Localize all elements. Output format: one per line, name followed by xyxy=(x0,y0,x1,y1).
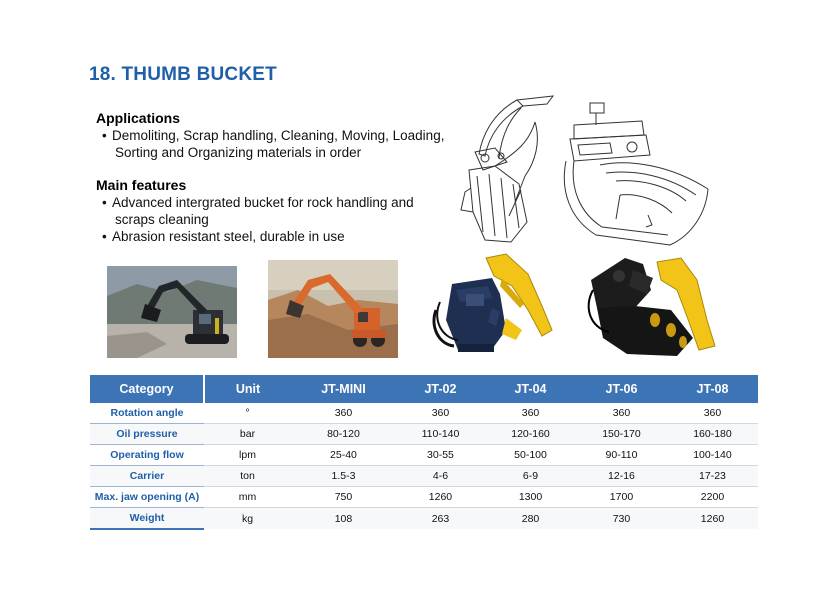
features-item-line1: Abrasion resistant steel, durable in use xyxy=(112,229,345,244)
column-header-jt-04: JT-04 xyxy=(485,375,576,403)
features-item: • Advanced intergrated bucket for rock handling and scraps cleaning xyxy=(102,194,452,228)
table-cell: 80-120 xyxy=(291,424,396,445)
table-cell: 280 xyxy=(485,508,576,530)
table-cell: 750 xyxy=(291,487,396,508)
excavator-photo-demolition xyxy=(107,266,237,358)
table-row xyxy=(90,466,758,487)
page-title: 18. THUMB BUCKET xyxy=(89,64,277,85)
table-row xyxy=(90,487,758,508)
table-cell: 120-160 xyxy=(485,424,576,445)
table-cell: 263 xyxy=(396,508,485,530)
table-cell: kg xyxy=(204,508,291,530)
table-cell: 30-55 xyxy=(396,445,485,466)
table-cell: 160-180 xyxy=(667,424,758,445)
column-header-jt-06: JT-06 xyxy=(576,375,667,403)
features-item-line2: scraps cleaning xyxy=(115,212,209,227)
row-label: Weight xyxy=(90,508,204,530)
table-row xyxy=(90,403,758,424)
features-heading: Main features xyxy=(96,177,187,193)
table-cell: 2200 xyxy=(667,487,758,508)
table-cell: 360 xyxy=(667,403,758,424)
features-item: • Abrasion resistant steel, durable in use xyxy=(102,229,345,244)
table-cell: 100-140 xyxy=(667,445,758,466)
row-label: Max. jaw opening (A) xyxy=(90,487,204,508)
table-cell: 1300 xyxy=(485,487,576,508)
table-cell: 1260 xyxy=(667,508,758,530)
spec-table xyxy=(90,375,758,530)
table-cell: ° xyxy=(204,403,291,424)
table-cell: mm xyxy=(204,487,291,508)
row-label: Carrier xyxy=(90,466,204,487)
features-item-line1: Advanced intergrated bucket for rock handling and xyxy=(112,195,414,210)
table-header-row xyxy=(90,375,758,403)
table-cell: 90-110 xyxy=(576,445,667,466)
table-cell: 108 xyxy=(291,508,396,530)
thumb-bucket-sketch-side xyxy=(455,92,565,252)
table-cell: 6-9 xyxy=(485,466,576,487)
applications-heading: Applications xyxy=(96,110,181,126)
table-row xyxy=(90,424,758,445)
table-cell: 1260 xyxy=(396,487,485,508)
column-header-category: Category xyxy=(90,375,204,403)
table-cell: 12-16 xyxy=(576,466,667,487)
table-cell: 4-6 xyxy=(396,466,485,487)
row-label: Rotation angle xyxy=(90,403,204,424)
thumb-bucket-sketch-iso xyxy=(560,95,720,250)
table-row xyxy=(90,508,758,530)
column-header-unit: Unit xyxy=(204,375,291,403)
table-cell: 360 xyxy=(576,403,667,424)
column-header-jt-08: JT-08 xyxy=(667,375,758,403)
table-cell: 360 xyxy=(291,403,396,424)
thumb-bucket-product-photo-2 xyxy=(573,250,723,360)
table-cell: 1.5-3 xyxy=(291,466,396,487)
table-cell: 50-100 xyxy=(485,445,576,466)
row-label: Operating flow xyxy=(90,445,204,466)
table-cell: 730 xyxy=(576,508,667,530)
table-cell: 360 xyxy=(485,403,576,424)
table-cell: 1700 xyxy=(576,487,667,508)
applications-item-line2: Sorting and Organizing materials in order xyxy=(115,145,362,160)
table-cell: 150-170 xyxy=(576,424,667,445)
table-cell: lpm xyxy=(204,445,291,466)
column-header-jt-mini: JT-MINI xyxy=(291,375,396,403)
table-cell: 110-140 xyxy=(396,424,485,445)
table-cell: ton xyxy=(204,466,291,487)
table-cell: bar xyxy=(204,424,291,445)
applications-item-line1: Demoliting, Scrap handling, Cleaning, Moving, Loading, xyxy=(112,128,445,143)
table-cell: 17-23 xyxy=(667,466,758,487)
table-row xyxy=(90,445,758,466)
thumb-bucket-product-photo-1 xyxy=(430,250,560,360)
row-label: Oil pressure xyxy=(90,424,204,445)
table-cell: 360 xyxy=(396,403,485,424)
excavator-photo-site xyxy=(268,260,398,358)
table-cell: 25-40 xyxy=(291,445,396,466)
applications-item: • Demoliting, Scrap handling, Cleaning, Moving, Loading, Sorting and Organizing materials in order xyxy=(102,127,472,161)
column-header-jt-02: JT-02 xyxy=(396,375,485,403)
